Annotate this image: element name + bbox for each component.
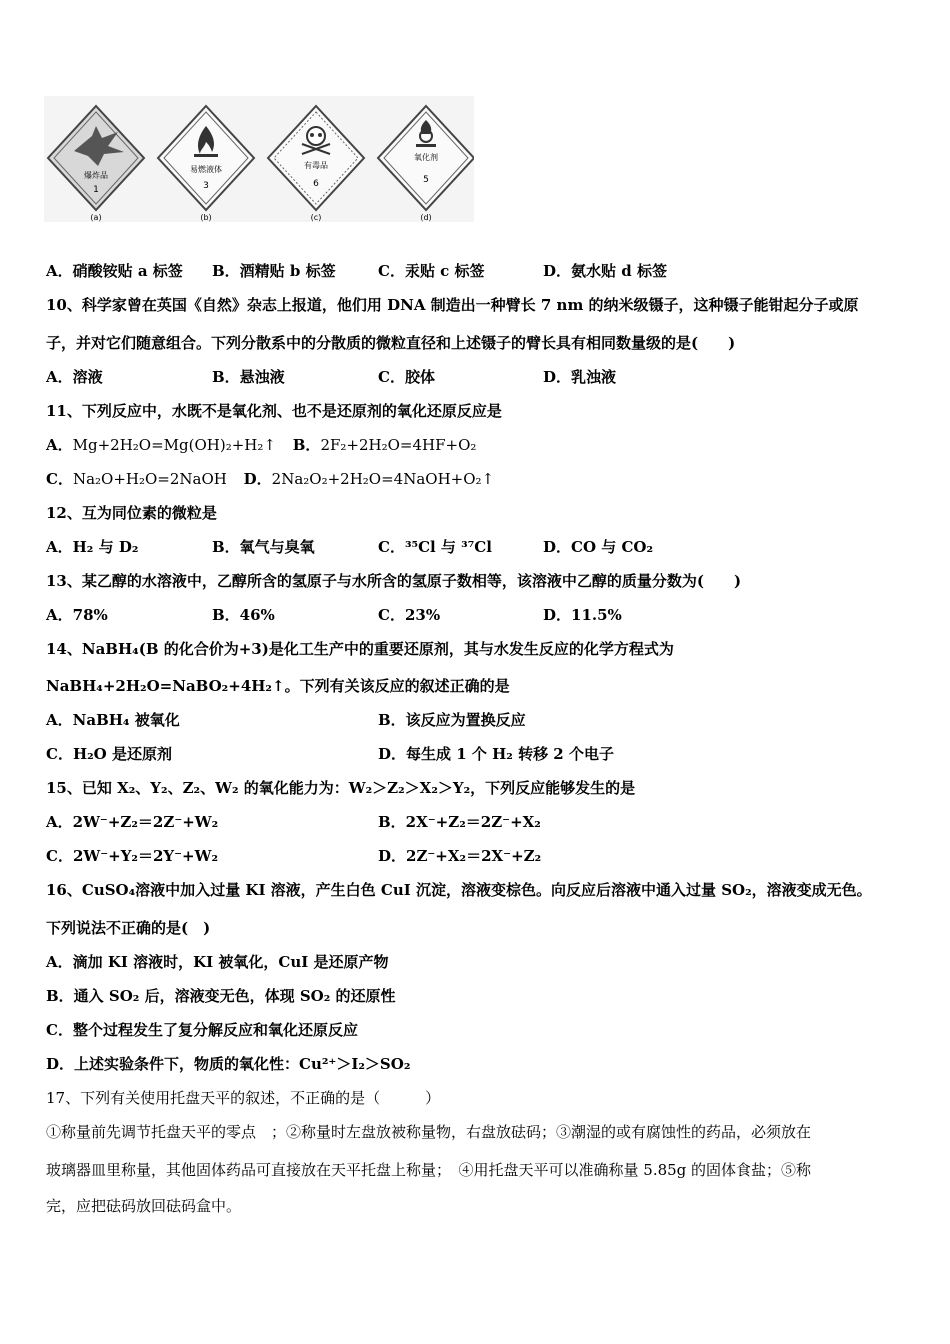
q14-option-a: A．NaBH₄ 被氧化 <box>46 711 180 729</box>
q11-option-d: 2Na₂O₂+2H₂O=4NaOH+O₂↑ <box>271 470 495 488</box>
q16-stem-line1: 16、CuSO₄溶液中加入过量 KI 溶液，产生白色 CuI 沉淀，溶液变棕色。向反应后溶液中通入过量 SO₂，溶液变成无色。 <box>46 881 872 899</box>
q17-body-line3: 完，应把砝码放回砝码盒中。 <box>46 1197 242 1215</box>
q10-option-a: A．溶液 <box>46 368 103 386</box>
q12-option-d: D．CO 与 CO₂ <box>543 538 654 556</box>
q16-option-c: C．整个过程发生了复分解反应和氧化还原反应 <box>46 1021 358 1039</box>
q15-option-d: D．2Z⁻+X₂＝2X⁻+Z₂ <box>378 847 542 865</box>
q11-options-ab <box>46 435 476 455</box>
q17-stem: 17、下列有关使用托盘天平的叙述，不正确的是（ ） <box>46 1089 441 1107</box>
q11-stem: 11、下列反应中，水既不是氧化剂、也不是还原剂的氧化还原反应是 <box>46 402 502 420</box>
label-a-num: 1 <box>93 185 99 195</box>
label-c-text: 有毒品 <box>304 161 328 170</box>
q12-option-b: B．氧气与臭氧 <box>212 538 315 556</box>
q15-option-b: B．2X⁻+Z₂＝2Z⁻+X₂ <box>378 813 541 831</box>
label-b-num: 3 <box>203 181 209 191</box>
label-a-text: 爆炸品 <box>84 171 108 180</box>
q9-option-a: A．硝酸铵贴 a 标签 <box>46 262 183 280</box>
q14-option-b: B．该反应为置换反应 <box>378 711 526 729</box>
label-b-cap: (b) <box>200 213 212 222</box>
q12-option-c: C．³⁵Cl 与 ³⁷Cl <box>378 538 492 556</box>
q16-option-a: A．滴加 KI 溶液时，KI 被氧化，CuI 是还原产物 <box>46 953 389 971</box>
q11-options-cd <box>46 469 494 489</box>
q14-option-c: C．H₂O 是还原剂 <box>46 745 172 763</box>
q13-option-b: B．46% <box>212 606 275 624</box>
q17-body-line1: ①称量前先调节托盘天平的零点 ；②称量时左盘放被称量物，右盘放砝码；③潮湿的或有腐蚀性的药品，必须放在 <box>46 1123 812 1141</box>
q9-option-c: C．汞贴 c 标签 <box>378 262 485 280</box>
q16-option-d: D．上述实验条件下，物质的氧化性：Cu²⁺＞I₂＞SO₂ <box>46 1055 411 1073</box>
q11-option-b-label: B． <box>292 436 321 454</box>
q16-option-b: B．通入 SO₂ 后，溶液变无色，体现 SO₂ 的还原性 <box>46 987 396 1005</box>
q14-stem-line1: 14、NaBH₄(B 的化合价为+3)是化工生产中的重要还原剂，其与水发生反应的化学方程式为 <box>46 640 674 658</box>
label-c-cap: (c) <box>310 213 322 222</box>
q11-option-c: Na₂O+H₂O=2NaOH <box>72 470 227 488</box>
q13-option-c: C．23% <box>378 606 441 624</box>
q9-option-b: B．酒精贴 b 标签 <box>212 262 336 280</box>
label-d-cap: (d) <box>420 213 432 222</box>
label-c-num: 6 <box>313 179 319 189</box>
label-a-cap: (a) <box>90 213 102 222</box>
q11-option-c-label: C． <box>46 470 73 488</box>
q13-option-d: D．11.5% <box>543 606 622 624</box>
q13-option-a: A．78% <box>46 606 108 624</box>
q15-stem: 15、已知 X₂、Y₂、Z₂、W₂ 的氧化能力为：W₂＞Z₂＞X₂＞Y₂，下列反应能够发生的是 <box>46 779 636 797</box>
label-b-text: 易燃液体 <box>190 165 222 174</box>
q10-option-d: D．乳浊液 <box>543 368 617 386</box>
q10-option-b: B．悬浊液 <box>212 368 285 386</box>
q9-option-d: D．氨水贴 d 标签 <box>543 262 667 280</box>
q10-stem-line2: 子，并对它们随意组合。下列分散系中的分散质的微粒直径和上述镊子的臂长具有相同数量级的是( ) <box>46 334 736 352</box>
label-d-num: 5 <box>423 175 429 185</box>
q14-option-d: D．每生成 1 个 H₂ 转移 2 个电子 <box>378 745 614 763</box>
q14-stem-line2: NaBH₄+2H₂O=NaBO₂+4H₂↑。下列有关该反应的叙述正确的是 <box>46 677 510 695</box>
q11-option-a: Mg+2H₂O=Mg(OH)₂+H₂↑ <box>72 436 276 454</box>
q11-option-b: 2F₂+2H₂O=4HF+O₂ <box>320 436 477 454</box>
q12-stem: 12、互为同位素的微粒是 <box>46 504 217 522</box>
q11-option-a-label: A． <box>46 436 73 454</box>
q17-body-line2: 玻璃器皿里称量，其他固体药品可直接放在天平托盘上称量； ④用托盘天平可以准确称量 5.85g 的固体食盐；⑤称 <box>46 1161 812 1179</box>
q13-stem: 13、某乙醇的水溶液中，乙醇所含的氢原子与水所含的氢原子数相等，该溶液中乙醇的质量分数为( ) <box>46 572 742 590</box>
q10-stem-line1: 10、科学家曾在英国《自然》杂志上报道，他们用 DNA 制造出一种臂长 7 nm 的纳米级镊子，这种镊子能钳起分子或原 <box>46 296 859 314</box>
hazard-labels-figure <box>44 96 474 222</box>
label-d-text: 氧化剂 <box>414 153 438 162</box>
q10-option-c: C．胶体 <box>378 368 435 386</box>
q15-option-a: A．2W⁻+Z₂＝2Z⁻+W₂ <box>46 813 219 831</box>
q11-option-d-label: D． <box>243 470 272 488</box>
q16-stem-line2: 下列说法不正确的是( ) <box>46 919 211 937</box>
q15-option-c: C．2W⁻+Y₂＝2Y⁻+W₂ <box>46 847 219 865</box>
q12-option-a: A．H₂ 与 D₂ <box>46 538 139 556</box>
